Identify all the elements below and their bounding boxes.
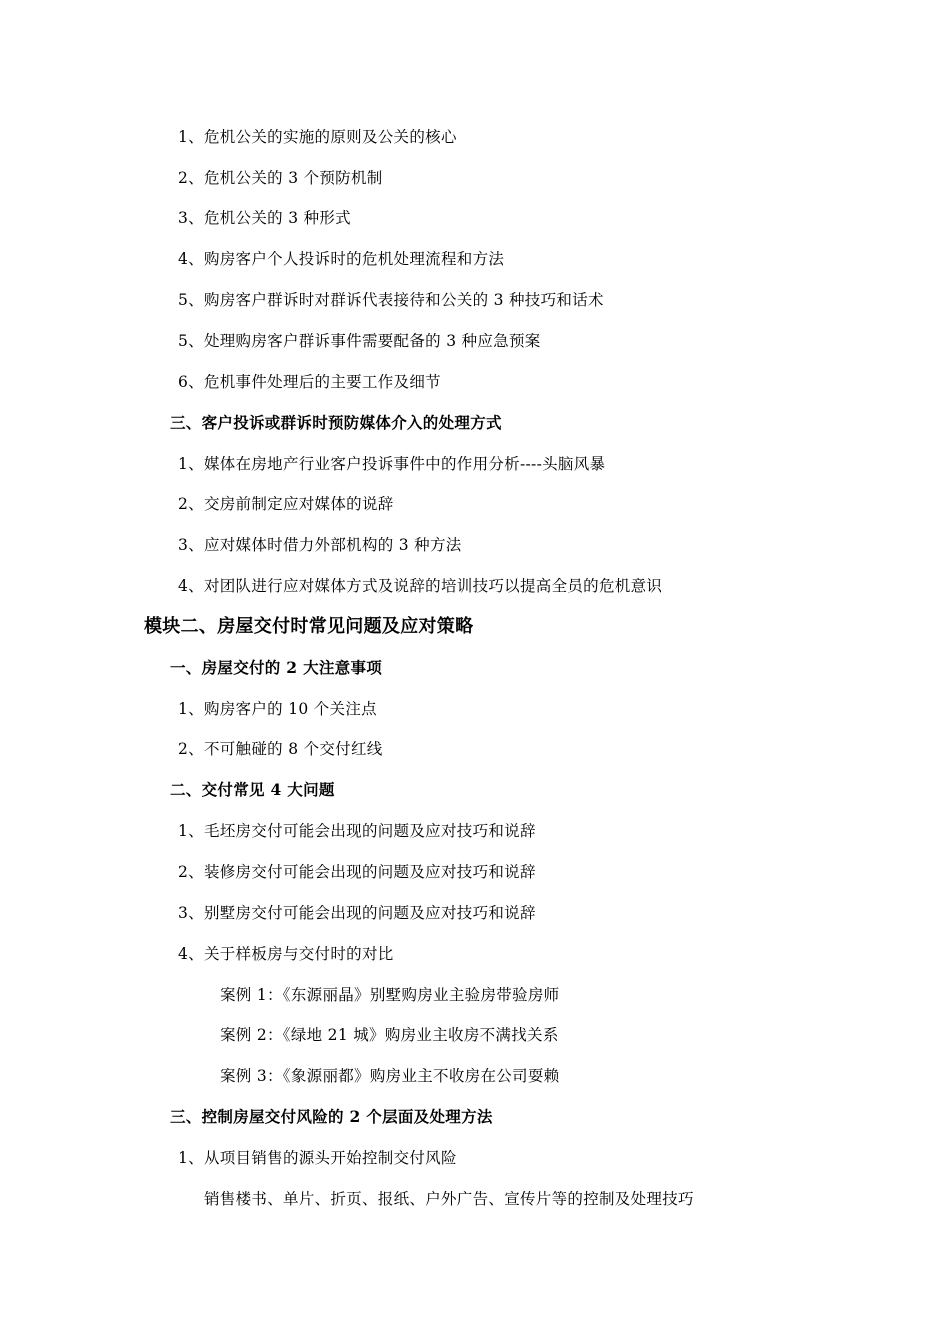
section-heading: 一、房屋交付的 2 大注意事项 [170, 658, 383, 677]
section-heading: 二、交付常见 4 大问题 [170, 780, 335, 799]
list-item: 1、媒体在房地产行业客户投诉事件中的作用分析----头脑风暴 [178, 455, 606, 473]
list-item: 1、购房客户的 10 个关注点 [178, 700, 377, 718]
section-heading: 三、客户投诉或群诉时预防媒体介入的处理方式 [170, 413, 502, 432]
case-item: 案例 3：《象源丽都》购房业主不收房在公司耍赖 [220, 1067, 560, 1085]
list-item: 2、装修房交付可能会出现的问题及应对技巧和说辞 [178, 863, 536, 881]
list-item: 4、对团队进行应对媒体方式及说辞的培训技巧以提高全员的危机意识 [178, 577, 663, 595]
list-item: 3、应对媒体时借力外部机构的 3 种方法 [178, 536, 462, 554]
module-heading: 模块二、房屋交付时常见问题及应对策略 [144, 616, 474, 637]
list-item: 2、不可触碰的 8 个交付红线 [178, 740, 383, 758]
list-item: 5、处理购房客户群诉事件需要配备的 3 种应急预案 [178, 332, 541, 350]
list-item: 3、别墅房交付可能会出现的问题及应对技巧和说辞 [178, 904, 536, 922]
list-item: 5、购房客户群诉时对群诉代表接待和公关的 3 种技巧和话术 [178, 291, 604, 309]
list-item: 6、危机事件处理后的主要工作及细节 [178, 373, 441, 391]
list-item: 4、关于样板房与交付时的对比 [178, 945, 394, 963]
case-item: 案例 2：《绿地 21 城》购房业主收房不满找关系 [220, 1026, 559, 1044]
list-item: 3、危机公关的 3 种形式 [178, 209, 351, 227]
case-item: 案例 1：《东源丽晶》别墅购房业主验房带验房师 [220, 986, 560, 1004]
list-item: 4、购房客户个人投诉时的危机处理流程和方法 [178, 250, 505, 268]
paragraph: 销售楼书、单片、折页、报纸、户外广告、宣传片等的控制及处理技巧 [204, 1190, 694, 1208]
list-item: 1、从项目销售的源头开始控制交付风险 [178, 1149, 457, 1167]
list-item: 2、危机公关的 3 个预防机制 [178, 169, 383, 187]
list-item: 1、危机公关的实施的原则及公关的核心 [178, 128, 457, 146]
section-heading: 三、控制房屋交付风险的 2 个层面及处理方法 [170, 1107, 493, 1126]
list-item: 2、交房前制定应对媒体的说辞 [178, 495, 394, 513]
list-item: 1、毛坯房交付可能会出现的问题及应对技巧和说辞 [178, 822, 536, 840]
